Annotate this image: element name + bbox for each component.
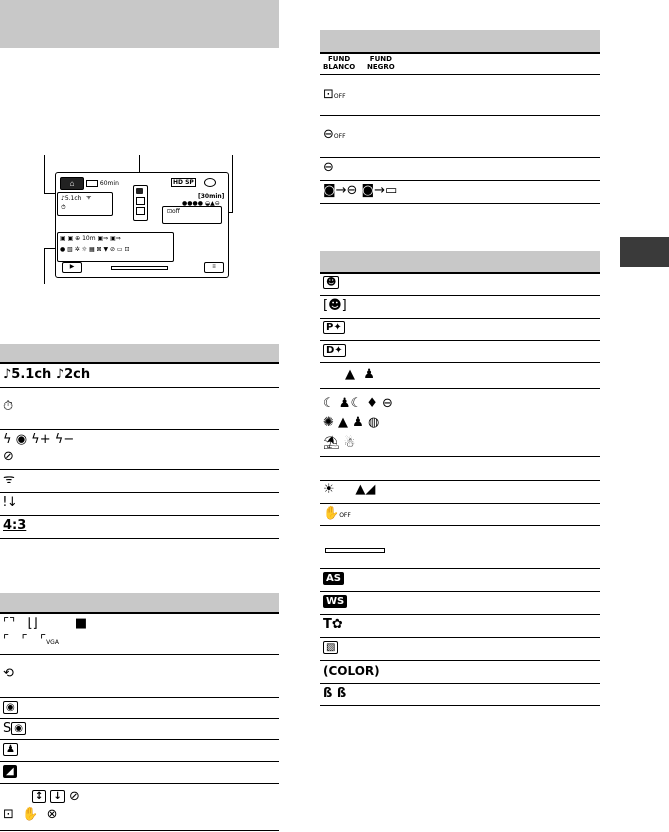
self-timer-icon: ⏱ <box>3 399 14 414</box>
row-rule <box>320 480 600 481</box>
aspect-4-3-icon: 4:3 <box>3 518 27 533</box>
row-rule <box>0 429 279 430</box>
flash-icons: ϟ ◉ ϟ+ ϟ− <box>3 432 75 447</box>
row-rule <box>320 568 600 569</box>
table3-header <box>320 30 600 52</box>
row-rule <box>0 697 279 698</box>
table2-header <box>0 593 279 613</box>
p-sparkle-icon: P✦ <box>323 321 345 335</box>
row-rule <box>320 115 600 116</box>
row-rule <box>320 362 600 363</box>
scene-icons-row3: ✺ ▲ ♟ ◍ <box>323 415 380 430</box>
table1-header-rule <box>0 362 279 364</box>
row-rule <box>320 683 600 684</box>
flash-off-icon: ⊘ <box>3 449 14 464</box>
tele-label: T <box>323 617 332 632</box>
row-rule <box>320 660 600 661</box>
table3-header-rule <box>320 52 600 54</box>
row-rule <box>320 456 600 457</box>
wireless-icon: ᯤ <box>3 472 15 487</box>
row-rule <box>320 180 600 181</box>
vga-label: VGA <box>46 639 59 646</box>
row-rule <box>0 783 279 784</box>
focus-icons-row1: ↕ ↓ ⊘ <box>3 790 80 804</box>
scene-icons-row1: ▲ ♟ <box>345 367 375 382</box>
remaining-time: [30min] <box>198 193 225 200</box>
display-off-icon: ⊡OFF <box>323 87 346 102</box>
row-rule <box>320 591 600 592</box>
wifi-icon: ᯤ <box>86 194 92 201</box>
row-rule <box>0 538 279 539</box>
table1-header <box>0 344 279 364</box>
bottom-row-2: ● ▧ ✲ ☼ ▦ ⊠ ▼ ⊘ ▭ ⊡ <box>60 246 130 253</box>
focus-icons-row2: ⊡ ✋ ⊗ <box>3 807 58 822</box>
middle-icon-2 <box>136 197 145 205</box>
row-rule <box>0 739 279 740</box>
playback-button: ▶ <box>62 262 82 273</box>
off-indicator: ⊡off <box>167 208 180 215</box>
battery-indicator <box>86 180 119 187</box>
callout-line <box>232 155 233 213</box>
scene-icons-row2: ☾ ♟☾ ♦ ⊖ <box>323 396 393 411</box>
face-detect-icon: ☻ <box>323 276 339 290</box>
row-rule <box>320 705 600 706</box>
portrait-mode-icon: ♟ <box>3 743 18 757</box>
zebra-icon: ▧ <box>323 641 338 655</box>
callout-line <box>44 155 45 193</box>
menu-button: ≡ <box>204 262 224 273</box>
fund-negro-label: FUND NEGRO <box>367 55 395 71</box>
media-disc-icon <box>204 178 216 187</box>
bottom-row-1: ▣ ▣ ⊕ 10m ▣⇒ ▣⇒ <box>60 235 121 242</box>
scene-icons-row4: ⛱ ☃ <box>323 436 356 451</box>
row-rule <box>320 295 600 296</box>
d-sparkle-icon: D✦ <box>323 344 346 358</box>
middle-icon-1 <box>136 188 143 194</box>
row-rule <box>320 74 600 75</box>
audio-51ch-icon <box>3 368 90 382</box>
row-rule <box>0 492 279 493</box>
home-button: ⌂ <box>60 177 84 190</box>
auto-slow-shutter-icon: AS <box>323 572 344 586</box>
recording-mode: HD SP <box>173 179 194 186</box>
audio-mode-text: ♪5.1ch <box>61 195 82 202</box>
row-rule <box>320 318 600 319</box>
table4-header <box>320 251 600 273</box>
row-rule <box>0 718 279 719</box>
image-size-icons-row2: ⌜ ⌜ ⌜VGA <box>3 633 59 648</box>
middle-icon-3 <box>136 207 145 215</box>
red-eye-icon: ◉ <box>3 701 18 715</box>
self-timer-icon: ⏱ <box>61 204 66 211</box>
bw-sepia-icons: ß ß <box>323 686 347 701</box>
row-rule <box>320 157 600 158</box>
disc-icon: ⊖ <box>323 160 334 175</box>
exposure-slider <box>111 266 168 270</box>
audio-51ch-label: ♪5.1ch <box>3 367 52 382</box>
sun-backlight-icons: ☀ ▲◢ <box>323 482 376 497</box>
row-rule <box>0 515 279 516</box>
remaining-dots: ●●●● ◒▲⊖ <box>182 200 220 207</box>
row-rule <box>0 654 279 655</box>
row-rule <box>320 503 600 504</box>
row-rule <box>0 830 279 831</box>
image-size-icons-row1: ⌜⌝ ⌊⌋ ■ <box>3 616 88 631</box>
table4-header-rule <box>320 272 600 274</box>
repeat-icon: ⟲ <box>3 666 14 681</box>
row-rule <box>0 469 279 470</box>
camera-copy-icons: ◙→⊖ ◙→▭ <box>323 183 398 198</box>
callout-line <box>44 248 45 284</box>
row-rule <box>320 340 600 341</box>
section-title-bar <box>0 0 279 48</box>
slow-red-eye-icon: S ◉ <box>3 722 26 736</box>
fund-blanco-label: FUND BLANCO <box>323 55 356 71</box>
focus-number: 10m <box>82 235 96 242</box>
row-rule <box>320 614 600 615</box>
steady-shot-off-icon: ✋OFF <box>323 506 351 521</box>
battery-text: 60min <box>99 180 119 187</box>
table2-header-rule <box>0 612 279 614</box>
row-rule <box>0 761 279 762</box>
section-tab <box>620 237 669 267</box>
face-frame-icon: [☻] <box>323 298 347 313</box>
tele-macro-icon: T✿ <box>323 617 343 632</box>
row-rule <box>320 525 600 526</box>
row-rule <box>320 388 600 389</box>
row-rule <box>0 387 279 388</box>
exposure-bar-icon <box>325 548 385 553</box>
wide-select-icon: WS <box>323 595 347 609</box>
audio-2ch-label: ♪2ch <box>55 367 91 382</box>
sharp-icon: ◢ <box>3 765 17 779</box>
row-rule <box>320 637 600 638</box>
lcd-screen <box>55 172 229 278</box>
row-rule <box>320 203 600 204</box>
mic-level-icon: ǃ↓ <box>3 495 18 510</box>
disc-off-icon: ⊖OFF <box>323 127 346 142</box>
color-slow-shutter-icon: (COLOR) <box>323 664 380 678</box>
